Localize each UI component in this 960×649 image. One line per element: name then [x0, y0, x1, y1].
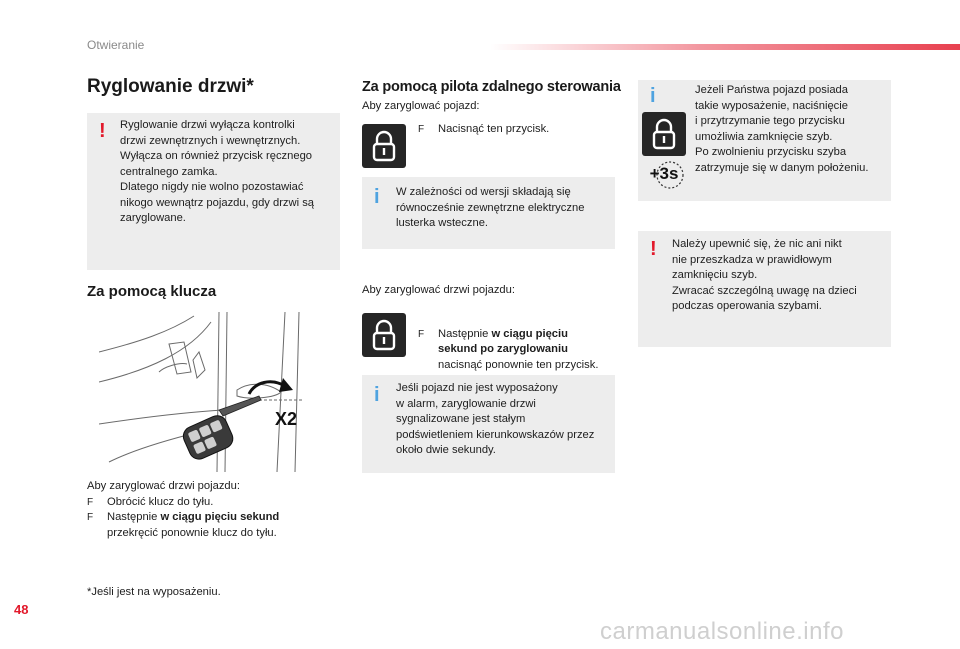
- lock-button-image: [362, 313, 406, 357]
- info-line: sygnalizowane jest stałym: [396, 413, 526, 425]
- warning-line: podczas operowania szybami.: [672, 300, 822, 312]
- info-line: umożliwia zamknięcie szyb.: [695, 130, 833, 143]
- warning-line: nikogo wewnątrz pojazdu, gdy drzwi są: [120, 196, 315, 209]
- section-label: Otwieranie: [87, 38, 145, 52]
- key-step-2: [87, 510, 342, 541]
- warning-line: zaryglowane.: [120, 212, 186, 224]
- key-step-2-bold: w ciągu pięciu sekund: [160, 511, 280, 523]
- info-line: równocześnie zewnętrzne elektryczne: [396, 201, 585, 214]
- hold-timer-badge: [640, 160, 688, 190]
- info-line: około dwie sekundy.: [396, 444, 496, 456]
- bullet-icon: F: [87, 496, 94, 508]
- warning-icon: !: [99, 120, 106, 142]
- info-line: Jeżeli Państwa pojazd posiada: [695, 84, 848, 96]
- warning-box-locking: [87, 113, 340, 270]
- warning-line: centralnego zamka.: [120, 165, 218, 178]
- warning-line: Zwracać szczególną uwagę na dzieci: [672, 284, 857, 297]
- info-line: w alarm, zaryglowanie drzwi: [396, 397, 536, 410]
- warning-line: zamknięciu szyb.: [672, 269, 758, 281]
- key-step-1: [87, 495, 342, 511]
- info-icon: i: [374, 384, 380, 406]
- info-line: takie wyposażenie, naciśnięcie: [695, 99, 848, 112]
- watermark: carmanualsonline.info: [600, 618, 844, 645]
- lock-button-image: [362, 124, 406, 168]
- warning-text: [120, 118, 338, 227]
- page-title: Ryglowanie drzwi*: [87, 76, 254, 97]
- lock-icon: [642, 112, 686, 156]
- remote-step-2-rest: nacisnąć ponownie ten przycisk.: [438, 358, 599, 371]
- info-icon: i: [650, 85, 656, 107]
- key-fob-illustration: [99, 312, 311, 472]
- bullet-icon: F: [418, 124, 425, 135]
- info-line: i przytrzymanie tego przycisku: [695, 115, 845, 127]
- bullet-icon: F: [87, 512, 94, 523]
- warning-line: Ryglowanie drzwi wyłącza kontrolki: [120, 119, 295, 131]
- remote-intro-2: Aby zaryglować drzwi pojazdu:: [362, 284, 515, 296]
- warning-line: Wyłącza on również przycisk ręcznego: [120, 150, 313, 162]
- remote-step-2: [418, 327, 638, 374]
- info-text: [695, 83, 889, 176]
- page-number: 48: [14, 602, 29, 617]
- warning-icon: !: [650, 238, 657, 260]
- key-step-2-prefix: Następnie: [107, 511, 161, 523]
- key-step-1-text: Obrócić klucz do tyłu.: [107, 495, 214, 508]
- x2-label: X2: [275, 409, 298, 429]
- remote-section-title: Za pomocą pilota zdalnego sterowania: [362, 79, 621, 95]
- info-line: Po zwolnieniu przycisku szyba: [695, 146, 847, 158]
- warning-text: [672, 237, 886, 315]
- warning-box-windows: [638, 231, 891, 347]
- key-step-2-rest: przekręcić ponownie klucz do tyłu.: [107, 526, 277, 539]
- warning-line: drzwi zewnętrznych i wewnętrznych.: [120, 134, 301, 147]
- key-fob-icon: [180, 413, 236, 463]
- info-box-alarm: [362, 375, 615, 473]
- hold-duration-label: +3s: [649, 164, 679, 183]
- lock-icon: [362, 313, 406, 357]
- info-line: W zależności od wersji składają się: [396, 186, 571, 198]
- key-instructions: [87, 479, 342, 541]
- remote-step-2-bold: sekund po zaryglowaniu: [438, 343, 568, 355]
- footnote: *Jeśli jest na wyposażeniu.: [87, 586, 221, 598]
- remote-step-2-prefix: Następnie: [438, 327, 492, 340]
- info-icon: i: [374, 186, 380, 208]
- info-text: [396, 185, 610, 232]
- remote-intro-1: Aby zaryglować pojazd:: [362, 100, 480, 112]
- info-box-mirrors: [362, 177, 615, 249]
- header-accent-bar: [490, 44, 960, 50]
- info-text: [396, 381, 612, 459]
- bullet-icon: F: [418, 328, 425, 340]
- key-section-title: Za pomocą klucza: [87, 283, 217, 300]
- info-line: podświetleniem kierunkowskazów przez: [396, 428, 595, 441]
- info-line: zatrzymuje się w danym położeniu.: [695, 161, 869, 174]
- lock-button-image: [642, 112, 686, 156]
- info-line: Jeśli pojazd nie jest wyposażony: [396, 382, 558, 394]
- car-door-drawing: [99, 312, 311, 472]
- warning-line: Dlatego nigdy nie wolno pozostawiać: [120, 181, 304, 193]
- lock-icon: [362, 124, 406, 168]
- remote-step-1-text: Nacisnąć ten przycisk.: [438, 123, 550, 135]
- info-line: lusterka wsteczne.: [396, 217, 489, 229]
- key-intro: Aby zaryglować drzwi pojazdu:: [87, 480, 240, 492]
- remote-step-2-bold: w ciągu pięciu: [491, 327, 568, 340]
- info-box-windows: [638, 80, 891, 201]
- warning-line: Należy upewnić się, że nic ani nikt: [672, 238, 842, 250]
- warning-line: nie przeszkadza w prawidłowym: [672, 253, 832, 266]
